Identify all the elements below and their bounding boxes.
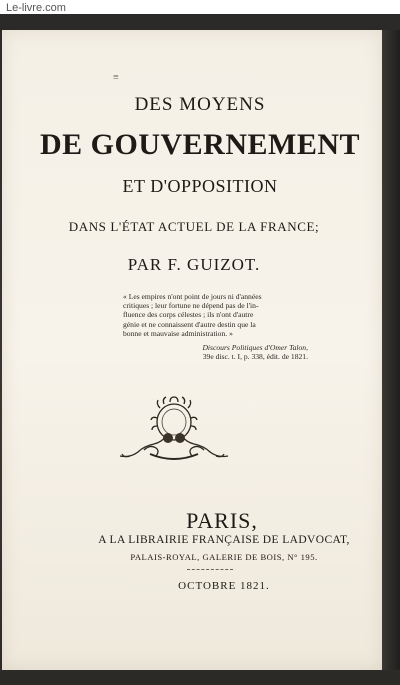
epigraph-line: critiques ; leur fortune ne dépend pas de l'in-: [123, 301, 259, 311]
epigraph: [123, 292, 311, 338]
title-line-2: DE GOUVERNEMENT: [39, 128, 361, 161]
title-line-3: ET D'OPPOSITION: [122, 176, 278, 196]
epigraph-line: fluence des corps célestes ; ils n'ont d'autre: [123, 310, 254, 320]
title-line-4: DANS L'ÉTAT ACTUEL DE LA FRANCE;: [68, 219, 320, 234]
epigraph-line: génie et ne connaissent d'autre destin que la: [123, 319, 256, 329]
imprint-rule: [187, 569, 233, 570]
imprint-address: PALAIS-ROYAL, GALERIE DE BOIS, N° 195.: [130, 552, 318, 562]
wreath-vignette-icon: [110, 396, 236, 468]
attribution-line: 39e disc. t. I, p. 338, édit. de 1821.: [202, 352, 308, 362]
epigraph-line: bonne et mauvaise administration. »: [123, 328, 233, 338]
book-edge: [382, 30, 400, 670]
epigraph-attribution: [140, 343, 308, 361]
author-line: PAR F. GUIZOT.: [127, 255, 261, 274]
imprint-publisher: A LA LIBRAIRIE FRANÇAISE DE LADVOCAT,: [98, 534, 350, 546]
imprint-place: PARIS,: [186, 508, 258, 533]
ornament-mark: ≡: [113, 72, 119, 83]
title-line-1: DES MOYENS: [134, 94, 266, 115]
attribution-line: Discours Politiques d'Omer Talon,: [202, 343, 308, 352]
epigraph-line: « Les empires n'ont point de jours ni d'années: [123, 292, 262, 301]
watermark-text: Le-livre.com: [6, 2, 66, 14]
imprint-date: OCTOBRE 1821.: [178, 580, 270, 592]
